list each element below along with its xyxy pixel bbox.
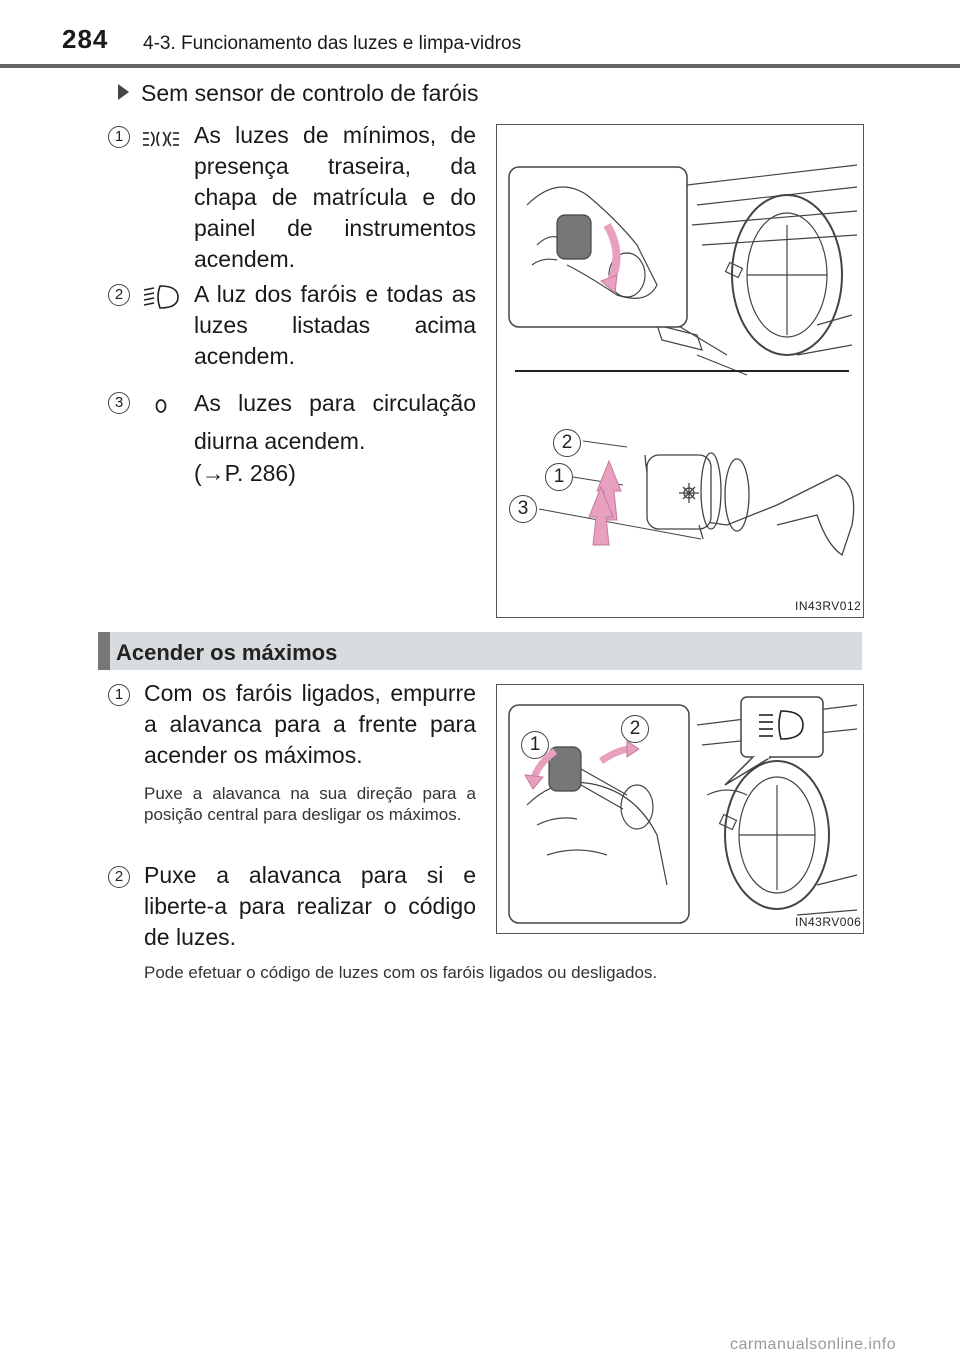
item-number: 3 [108,392,130,414]
watermark-text: carmanualsonline.info [730,1336,897,1353]
high-beam-illustration [497,685,863,933]
figure-callout: 3 [509,495,537,523]
headlight-low-beam-icon [142,284,182,315]
off-circle-icon [154,398,168,419]
figure-callout: 2 [621,715,649,743]
figure-callout: 1 [521,731,549,759]
triangle-bullet-icon [118,84,129,100]
page-number: 284 [62,24,109,54]
item-text: A luz dos faróis e todas as luzes listadas acima acendem. [194,281,476,369]
item-number: 1 [108,126,130,148]
page-reference: (→P. 286) [194,460,296,486]
subsection-heading [118,80,479,107]
item-text: Puxe a alavanca para si e liberte-a para realizar o código de luzes. [144,862,476,950]
item-note: Puxe a alavanca na sua direção para a posição central para desligar os máximos. [144,784,476,824]
item-note: Pode efetuar o código de luzes com os faróis ligados ou desligados. [144,963,658,982]
figure-callout: 2 [553,429,581,457]
section-title: Acender os máximos [116,640,338,665]
item-text: As luzes para circulação [194,390,476,416]
lever-illustration [497,125,863,617]
header-rule [0,64,960,68]
subsection-heading-text: Sem sensor de controlo de faróis [141,80,479,106]
high-beam-figure [496,684,864,934]
item-text: Com os faróis ligados, empurre a alavanca para a frente para acender os máximos. [144,680,476,768]
chapter-title: 4-3. Funcionamento das luzes e limpa-vidros [143,33,522,54]
parking-lights-icon [142,128,180,155]
item-number: 2 [108,866,130,888]
figure-code: IN43RV006 [795,915,862,929]
item-text: As luzes de mínimos, de presença traseira, da chapa de matrícula e do painel de instrumentos acendem. [194,122,476,272]
figure-callout: 1 [545,463,573,491]
figure-code: IN43RV012 [795,599,862,613]
item-number: 2 [108,284,130,306]
item-text: diurna acendem. [194,428,366,454]
lever-figure [496,124,864,618]
item-number: 1 [108,684,130,706]
